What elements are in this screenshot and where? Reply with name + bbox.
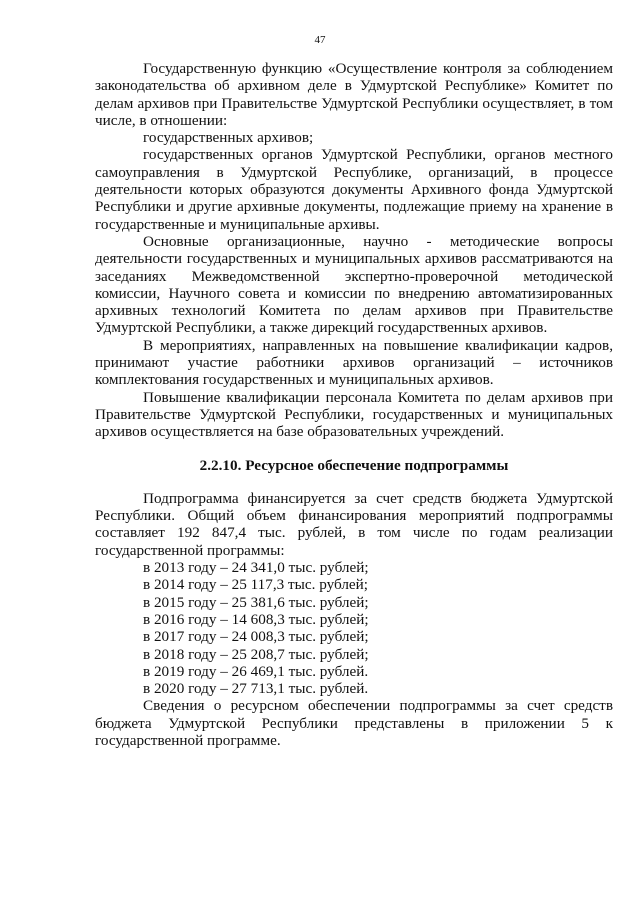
funding-by-year-list: [95, 559, 613, 697]
paragraph-staff-training: Повышение квалификации персонала Комитета по делам архивов при Правительстве Удмуртской Республики, государственных и муниципальных архивов осуществляется на базе образовательных учреждений.: [95, 388, 613, 441]
page-number: 47: [314, 34, 326, 46]
funding-year-item: в 2017 году – 24 008,3 тыс. рублей;: [143, 628, 369, 646]
funding-year-item: в 2016 году – 14 608,3 тыс. рублей;: [143, 610, 369, 628]
funding-year-item: в 2020 году – 27 713,1 тыс. рублей.: [143, 680, 369, 698]
paragraph-closing: Сведения о ресурсном обеспечении подпрограммы за счет средств бюджета Удмуртской Республики представлены в приложении 5 к государственной программе.: [95, 697, 613, 749]
paragraph-state-archives: государственных архивов;: [143, 129, 314, 147]
funding-year-item: в 2018 году – 25 208,7 тыс. рублей;: [143, 645, 369, 663]
funding-year-item: в 2014 году – 25 117,3 тыс. рублей;: [143, 576, 369, 594]
funding-year-item: в 2015 году – 25 381,6 тыс. рублей;: [143, 593, 369, 611]
paragraph-state-bodies: государственных органов Удмуртской Республики, органов местного самоуправления в Удмуртской Республике, организаций, в процессе деятельности которых образуются документы Архивного фонда Удмуртской Республики и другие архивные документы, подлежащие приему на хранение в государственные и муниципальные архивы.: [95, 146, 613, 233]
paragraph-control-function: Государственную функцию «Осуществление контроля за соблюдением законодательства об архивном деле в Удмуртской Республике» Комитет по делам архивов при Правительстве Удмуртской Республики осуществляет, в том числе, в отношении:: [95, 60, 613, 129]
funding-year-item: в 2019 году – 26 469,1 тыс. рублей.: [143, 662, 369, 680]
document-body: [95, 60, 613, 749]
paragraph-qualification-events: В мероприятиях, направленных на повышение квалификации кадров, принимают участие работники архивов организаций – источников комплектования государственных и муниципальных архивов.: [95, 336, 613, 389]
section-heading: 2.2.10. Ресурсное обеспечение подпрограммы: [199, 456, 509, 474]
paragraph-organizational-issues: Основные организационные, научно - методические вопросы деятельности государственных и муниципальных архивов рассматриваются на заседаниях Межведомственной экспертно-проверочной методической комиссии, Научного совета и комиссии по внедрению автоматизированных архивных технологий Комитета по делам архивов при Правительстве Удмуртской Республики, а также дирекций государственных архивов.: [95, 232, 613, 337]
paragraph-funding-intro: Подпрограмма финансируется за счет средств бюджета Удмуртской Республики. Общий объем финансирования мероприятий подпрограммы составляет 192 847,4 тыс. рублей, в том числе по годам реализации государственной программы:: [95, 489, 613, 559]
funding-year-item: в 2013 году – 24 341,0 тыс. рублей;: [143, 559, 369, 577]
